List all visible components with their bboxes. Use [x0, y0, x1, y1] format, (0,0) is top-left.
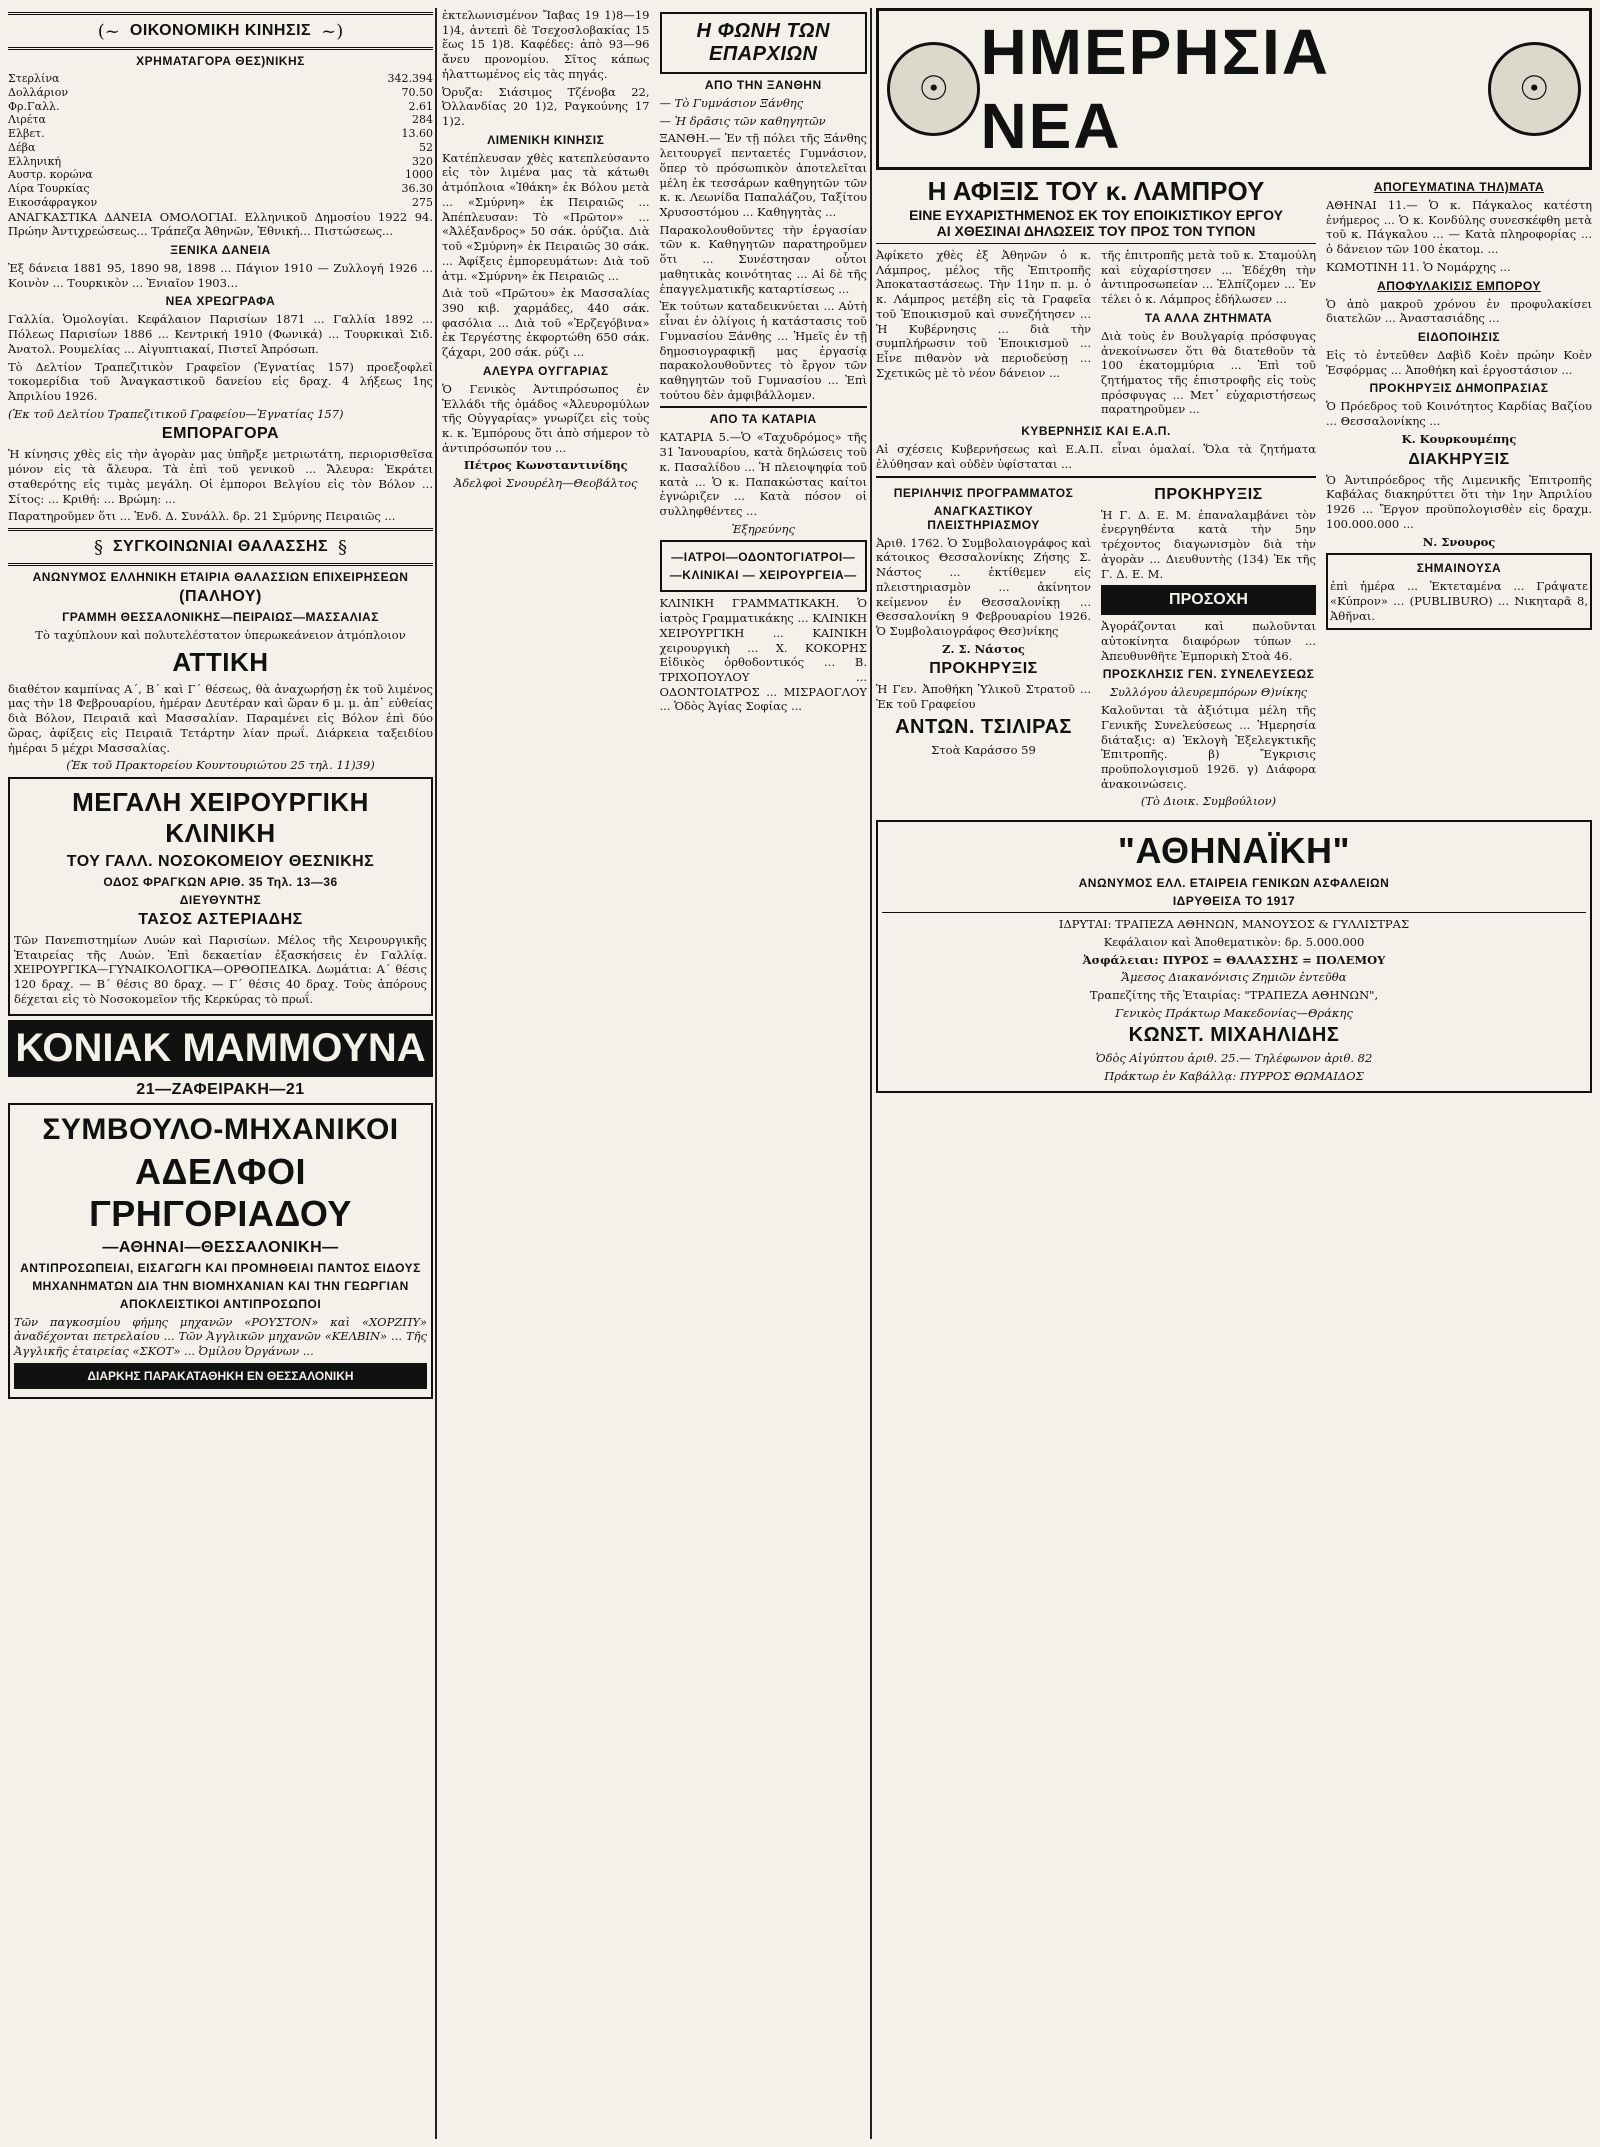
port-title: ΛΙΜΕΝΙΚΗ ΚΙΝΗΣΙΣ: [487, 132, 605, 147]
aktaria-text: ΚΑΤΑΡΙΑ 5.—Ὁ «Ταχυδρόμος» τῆς 31 Ἰανουαρίου, κατὰ δηλώσεις τοῦ κ. Πασαλίδου ... Ἡ πλειοψηφία τοῦ κατὰ ... Ὁ κ. Παπακώστας καίτοι ἐγνώριζεν ... Κατὰ πόσον οἱ συλληφθέντες ...: [659, 430, 867, 518]
insurance-founders-label: ΙΔΡΥΤΑΙ:: [1058, 917, 1112, 932]
market-continued-text: ἐκτελωνισμένον Ἴαβας 19 1)8—19 1)4, ἀντεπὶ δὲ Τσεχοσλοβακίας 15 ἕως 15 1)8. Καφέδες: ἀπὸ 93—96 ἄνευ προνομίου. Σῖτος κάπως ἠλαττωμένος εἰς τὰς πηγάς.: [442, 8, 650, 81]
bank-notice-text: Τὸ Δελτίον Τραπεζιτικὸν Γραφεῖον (Ἐγνατίας 157) προεξοφλεῖ τοκομερίδια τοῦ Ἀναγκαστικοῦ δανείου εἰς δραχ. 4 λήξεως 1ης Ἀπριλίου 1926.: [8, 359, 433, 403]
arrest-text: Ὁ ἀπὸ μακροῦ χρόνου ἐν προφυλακίσει διατελῶν ... Ἀναστασιάδης ...: [1326, 296, 1592, 326]
flour-sign: Πέτρος Κωνσταντινίδης: [463, 458, 628, 473]
attention-text: Ἀγοράζονται καὶ πωλοῦνται αὐτοκίνητα διαφόρων τύπων ... Ἀπευθυνθῆτε Ἐμπορικὴ Στοὰ 46.: [1101, 619, 1316, 663]
rate-row: [8, 86, 433, 100]
sign-notice: [1326, 553, 1592, 630]
divider: [660, 406, 868, 408]
foreign-loans-text: Ἐξ δάνεια 1881 95, 1890 98, 1898 ... Πάγιον 1910 — Ζυλλογή 1926 ... Κοινὸν ... Τουρκικὸν ... Ἑνιαῖον 1903...: [8, 260, 433, 290]
sea-ship-name: ΑΤΤΙΚΗ: [172, 646, 269, 677]
clinic-addr: ΟΔΟΣ ΦΡΑΓΚΩΝ ΑΡΙΘ. 35 Τηλ. 13—36: [103, 875, 338, 890]
afternoon-text: ΑΘΗΝΑΙ 11.— Ὁ κ. Πάγκαλος κατέστη ἐνήμερος ... Ὁ κ. Κονδύλης συνεσκέφθη μετὰ τοῦ κ. Πάγκαλου ... — Κατὰ πληροφορίας ... ὁ δάνειον τῶν 100 ἑκατομ. ...: [1326, 198, 1592, 257]
lambrou-sub-2: ΑΙ ΧΘΕΣΙΝΑΙ ΔΗΛΩΣΕΙΣ ΤΟΥ ΠΡΟΣ ΤΟΝ ΤΥΠΟΝ: [936, 223, 1256, 239]
bonds-text: ΑΝΑΓΚΑΣΤΙΚΑ ΔΑΝΕΙΑ ΟΜΟΛΟΓΙΑΙ. Ελληνικοῦ Δημοσίου 1922 94. Πρώην Ἀντιχρεώσεως... Τράπεζα Ἀθηνῶν, Ἐθνική... Πιστώσεως...: [8, 209, 433, 239]
program-block: [876, 482, 1091, 813]
decl-text: Ὁ Ἀντιπρόεδρος τῆς Λιμενικῆς Ἐπιτροπῆς Καβάλας διακηρύττει ὅτι τὴν 1ην Ἀπριλίου 1926 ... Ἔργον προϋπολογισθὲν εἰς δραχμ. 100.000.000 ...: [1326, 472, 1592, 531]
engineers-cities: —ΑΘΗΝΑΙ—ΘΕΣΣΑΛΟΝΙΚΗ—: [102, 1238, 339, 1256]
emporagora-text-2: Παρατηροῦμεν ὅτι ... Ἐνδ. Δ. Συνάλλ. δρ. 21 Σμύρνης Πειραιῶς ...: [8, 509, 396, 524]
army-notice-title: ΠΡΟΚΗΡΥΞΙΣ: [929, 660, 1038, 678]
column-daily-news: [876, 8, 1592, 2139]
cognac-ad: [8, 1020, 433, 1077]
rate-name: Εικοσάφραγκον: [8, 195, 98, 209]
divider: [876, 243, 1316, 244]
divider: [876, 476, 1316, 478]
column-provinces: [442, 8, 867, 2139]
tsiliras-addr: Στοὰ Καράσσο 59: [931, 742, 1036, 757]
engineers-ad: [8, 1103, 433, 1399]
ornament-icon: §: [338, 536, 348, 558]
sea-title: ΣΥΓΚΟΙΝΩΝΙΑΙ ΘΑΛΑΣΣΗΣ: [112, 538, 329, 555]
sea-text: διαθέτον καμπίνας Α΄, Β΄ καὶ Γ΄ θέσεως, θὰ ἀναχωρήσῃ ἐκ τοῦ λιμένος μας τὴν 18 Φεβρουαρίου, ἡμέραν Δευτέραν καὶ ὥραν 6 μ. μ. ἀπ᾽ εὐθείας διὰ Βόλον, Πειραιᾶ καὶ Μασσαλίαν. Παραμένει εἰς Βόλον ἐπὶ δύο ὥρας, ἀφίξεις εἰς Πειραιᾶ Τετάρτην λίαν πρωΐ. Διάρκεια ταξειδίου ἡμέραι 5 μέχρι Μασσαλίας.: [8, 681, 433, 755]
assembly-title: ΠΡΟΣΚΛΗΣΙΣ ΓΕΝ. ΣΥΝΕΛΕΥΣΕΩΣ: [1102, 667, 1315, 682]
cognac-title: ΚΟΝΙΑΚ ΜΑΜΜΟΥΝΑ: [15, 1025, 426, 1070]
clinic-text: Τῶν Πανεπιστημίων Λυών καὶ Παρισίων. Μέλος τῆς Χειρουργικῆς Ἑταιρείας τῆς Λυών. Ἐπὶ δεκαετίαν ἐξασκήσεις ἐν Γαλλίᾳ. ΧΕΙΡΟΥΡΓΙΚΑ—ΓΥΝΑΙΚΟΛΟΓΙΚΑ—ΟΡΘΟΠΕΔΙΚΑ. Δωμάτια: Α΄ θέσις 120 δραχ. — Β΄ θέσις 80 δραχ. — Γ΄ θέσις 40 δραχ. Τοὺς ἀπόρους δέχεται εἰς τὸ Νοσοκομεῖον τῆς Κερκύρας τὸ πρωΐ.: [14, 933, 427, 1006]
insurance-kavala: Πράκτωρ ἐν Καβάλλᾳ: ΠΥΡΡΟΣ ΘΩΜΑΙΔΟΣ: [1104, 1069, 1364, 1084]
xanthi-sub-1: — Τὸ Γυμνάσιον Ξάνθης: [659, 96, 804, 110]
rate-value: 13.60: [401, 127, 433, 140]
assembly-text: Καλοῦνται τὰ ἀξιότιμα μέλη τῆς Γενικῆς Συνελεύσεως ... Ἡμερησία διάταξις: α) Ἐκλογὴ Ἐξελεγκτικῆς Ἐπιτροπῆς. β) Ἔγκρισις προϋπολογισμοῦ 1926. γ) Διάφορα ἀνακοινώσεις.: [1101, 703, 1316, 791]
decl-title: ΔΙΑΚΗΡΥΞΙΣ: [1408, 450, 1510, 468]
lambrou-left: [876, 248, 1091, 420]
flour-title: ΑΛΕΥΡΑ ΟΥΓΓΑΡΙΑΣ: [482, 363, 609, 378]
medal-left-icon: ☉: [887, 42, 980, 136]
insurance-addr: Ὁδὸς Αἰγύπτου ἀριθ. 25.— Τηλέφωνον ἀριθ. 82: [1095, 1051, 1373, 1066]
xanthi-text-3: Ἐκ τούτων καταδεικνύεται ... Αὐτὴ εἶναι ἐν ὀλίγοις ἡ κατάστασις τοῦ Γυμνασίου Ξάνθης ... Ἡμεῖς ἐν τῇ δημοσιογραφικῇ μας ἐργασίᾳ παρακολουθοῦντες τὸ ἔργον τῶν καθηγητῶν τοῦ Γυμνασίου ... Ἐπὶ τούτου δὲν ἀμφιβάλλομεν.: [659, 299, 867, 402]
news-right: [1326, 176, 1592, 812]
rate-row: [8, 72, 433, 86]
lambrou-text-2: τῆς ἐπιτροπῆς μετὰ τοῦ κ. Σταμούλη καὶ εὐχαρίστησεν ... Ἐδέχθη τὴν ἀντιπροσωπείαν ... Ἐλπίζομεν ... Ἐν τέλει ὁ κ. Λάμπρος ἐδήλωσεν ...: [1101, 248, 1316, 307]
ornament-icon: ~): [321, 20, 344, 42]
sign-notice-title: ΣΗΜΑΙΝΟΥΣΑ: [1416, 561, 1502, 576]
engineers-line-3: ΑΠΟΚΛΕΙΣΤΙΚΟΙ ΑΝΤΙΠΡΟΣΩΠΟΙ: [119, 1296, 322, 1311]
program-sub: ΑΝΑΓΚΑΣΤΙΚΟΥ ΠΛΕΙΣΤΗΡΙΑΣΜΟΥ: [927, 503, 1040, 532]
divider: [882, 912, 1586, 913]
sea-ship-intro: Τὸ ταχύπλουν καὶ πολυτελέστατον ὑπερωκεάνειον ἀτμόπλοιον: [35, 628, 406, 642]
engineers-title-2: ΑΔΕΛΦΟΙ ΓΡΗΓΟΡΙΑΔΟΥ: [89, 1150, 352, 1234]
lambrou-sub-1: ΕΙΝΕ ΕΥΧΑΡΙΣΤΗΜΕΝΟΣ ΕΚ ΤΟΥ ΕΠΟΙΚΙΣΤΙΚΟΥ ΕΡΓΟΥ: [909, 207, 1283, 223]
rate-row: [8, 113, 433, 127]
insurance-ad: [876, 820, 1592, 1093]
lambrou-right: [1101, 248, 1316, 420]
sign-notice-text: ἐπὶ ἡμέρα ... Ἐκτεταμένα ... Γράψατε «Κύπρον» ... (PUBLIBURO) ... Νικηταρᾶ 8, Ἀθῆναι.: [1330, 579, 1588, 623]
rate-name: Δέβα: [8, 140, 36, 154]
port-text: Κατέπλευσαν χθὲς κατεπλεύσαντο εἰς τὸν λιμένα μας τὰ κάτωθι ἀτμόπλοια «Ἰθάκη» ἐκ Βόλου μετὰ ... «Σμύρνη» ἐκ Πειραιῶς ... Ἀπέπλευσαν: Τὸ «Πρῶτον» ... «Ἀλέξανδρος» 50 σάκ. ὀρύζια. Διὰ τοῦ «Σμύρνη» ἐκ Πειραιῶς 30 σάκ. ... Ἀφίξεις ἐμπορευμάτων: Διὰ τοῦ ἀτμ. «Σμύρνη» ἐκ Πειραιῶς ...: [442, 150, 650, 283]
arrest-title: ΑΠΟΦΥΛΑΚΙΣΙΣ ΕΜΠΟΡΟΥ: [1377, 278, 1541, 293]
column-rule: [870, 8, 872, 2139]
bank-notice-source: (Ἐκ τοῦ Δελτίου Τραπεζιτικοῦ Γραφείου—Ἐγνατίας 157): [8, 406, 344, 421]
xanthi-sub-2: — Ἡ δρᾶσις τῶν καθηγητῶν: [659, 113, 826, 128]
ornament-icon: §: [93, 536, 103, 558]
news-left: [876, 176, 1316, 812]
program-title: ΠΕΡΙΛΗΨΙΣ ΠΡΟΓΡΑΜΜΑΤΟΣ: [893, 485, 1074, 500]
rate-name: Ελληνική: [8, 154, 62, 168]
decl-sign: Ν. Σνουρος: [1422, 534, 1496, 549]
column-economy: [8, 8, 433, 2139]
rate-value: 70.50: [401, 85, 433, 99]
provinces-split: [442, 8, 867, 717]
clinic-ad: [8, 777, 433, 1016]
auction-title: ΠΡΟΚΗΡΥΞΙΣ ΔΗΜΟΠΡΑΣΙΑΣ: [1369, 381, 1549, 396]
auction-text: Ὁ Πρόεδρος τοῦ Κοινότητος Καρδίας Βαζίου ... Θεσσαλονίκης ...: [1326, 399, 1592, 429]
engineers-line-2: ΜΗΧΑΝΗΜΑΤΩΝ ΔΙΑ ΤΗΝ ΒΙΟΜΗΧΑΝΙΑΝ ΚΑΙ ΤΗΝ ΓΕΩΡΓΙΑΝ: [32, 1278, 409, 1293]
rate-row: [8, 182, 433, 196]
medical-text: ΚΛΙΝΙΚΗ ΓΡΑΜΜΑΤΙΚΑΚΗ. Ὁ ἰατρὸς Γραμματικάκης ... ΚΛΙΝΙΚΗ ΧΕΙΡΟΥΡΓΙΚΗ ... ΚΑΙΝΙΚΗ χειρουργικὴ ... Χ. ΚΟΚΟΡΗΣ Εἰδικὸς ὀρθοδοντικός ... Β. ΤΡΙΧΟΠΟΥΛΟΥ ... ΟΔΟΝΤΟΙΑΤΡΟΣ ... ΜΙΣΡΑΟΓΛΟΥ ... Ὁδὸς Ἁγίας Σοφίας ...: [659, 596, 867, 714]
new-securities-title: ΝΕΑ ΧΡΕΩΓΡΑΦΑ: [165, 294, 276, 309]
insurance-types-2: Ἄμεσος Διακανόνισις Ζημιῶν ἐντεῦθα: [1121, 970, 1347, 985]
sea-company-sub: (ΠΑΛΗΟΥ): [179, 588, 262, 605]
emporagora-text: Ἡ κίνησις χθὲς εἰς τὴν ἀγορὰν μας ὑπῆρξε μετριωτάτη, περιορισθεῖσα μόνον εἰς τὰ ἄλευρα. Τὰ ἐπὶ τοῦ γενικοῦ ... Ἄλευρα: Ἐκράτει σταθερότης εἰς τιμὰς μεγάλη. Οἱ ἐμποροι Βελγίου εἰς τὸν Βόλον ... Σίτος: ... Κριθή: ... Βρώμη: ...: [8, 447, 433, 506]
insurance-title: "ΑΘΗΝΑΪΚΗ": [1117, 830, 1351, 872]
rate-name: Στερλίνα: [8, 72, 60, 85]
cognac-sub: 21—ΖΑΦΕΙΡΑΚΗ—21: [136, 1080, 305, 1098]
other-text: Διὰ τοὺς ἐν Βουλγαρίᾳ πρόσφυγας ἀνεκοίνωσεν ὅτι θὰ διατεθοῦν τὰ 100 ἑκατομμύρια ... Ἐπὶ τοῦ ζητήματος τῆς ἐπιστροφῆς εἰς τοὺς πρόσφυγας ... Μετ᾽ εὐχαριστήσεως παρατηροῦμεν ...: [1101, 328, 1316, 417]
voice-header: [660, 12, 868, 74]
medical-sub: —ΚΛΙΝΙΚΑΙ — ΧΕΙΡΟΥΡΓΕΙΑ—: [669, 568, 857, 583]
lambrou-headline: Η ΑΦΙΞΙΣ ΤΟΥ κ. ΛΑΜΠΡΟΥ: [927, 176, 1265, 206]
foreign-loans-title: ΞΕΝΙΚΑ ΔΑΝΕΙΑ: [170, 242, 271, 257]
other-title: ΤΑ ΑΛΛΑ ΖΗΤΗΜΑΤΑ: [1144, 310, 1273, 325]
rate-row: [8, 196, 433, 210]
insurance-types: Ἀσφάλειαι: ΠΥΡΟΣ = ΘΑΛΑΣΣΗΣ = ΠΟΛΕΜΟΥ: [1082, 952, 1386, 967]
assembly-sub: Συλλόγου ἀλευρεμπόρων Θ)νίκης: [1109, 685, 1308, 700]
lambrou-split: [876, 248, 1316, 420]
auction-sign: Κ. Κουρκουμέπης: [1401, 431, 1517, 446]
ornament-icon: (~: [97, 20, 120, 42]
gov-title: ΚΥΒΕΡΝΗΣΙΣ ΚΑΙ Ε.Α.Π.: [1021, 424, 1171, 439]
rate-value: 2.61: [408, 99, 433, 113]
gdem-notice-title: ΠΡΟΚΗΡΥΞΙΣ: [1154, 485, 1263, 503]
rate-name: Ελβετ.: [8, 127, 45, 140]
provinces-right: [660, 8, 868, 717]
rate-name: Δολλάριον: [8, 85, 69, 99]
flour-text: Ὁ Γενικὸς Ἀντιπρόσωπος ἐν Ἑλλάδι τῆς ὁμάδος «Ἀλευρομύλων τῆς Οὐγγαρίας» γνωρίζει εἰς τοὺς κ. κ. Ἐμπόρους ὅτι ἀπὸ σήμερον τὸ ἀντιπρόσωπόν του ...: [442, 381, 650, 455]
clinic-sub: ΤΟΥ ΓΑΛΛ. ΝΟΣΟΚΟΜΕΙΟΥ ΘΕΣΝΙΚΗΣ: [66, 853, 375, 871]
insurance-year: ΙΔΡΥΘΕΙΣΑ ΤΟ 1917: [1172, 894, 1296, 909]
rates-table: [8, 72, 433, 210]
lower-split: [876, 482, 1316, 813]
tsiliras-name: ΑΝΤΩΝ. ΤΣΙΛΙΡΑΣ: [895, 715, 1072, 738]
rate-value: 275: [412, 195, 433, 209]
lambrou-text: Ἀφίκετο χθὲς ἐξ Ἀθηνῶν ὁ κ. Λάμπρος, μέλος τῆς Ἐπιτροπῆς Ἀποκαταστάσεως. Τὴν 11ην π. μ. ὁ κ. Λάμπρος μετέβη εἰς τὰ Γραφεῖα τοῦ Ἐποικισμοῦ καὶ συνεζήτησεν ... Ἡ Κυβέρνησις ... διὰ τὴν συμπλήρωσιν τοῦ Ἐποικισμοῦ ... Εἶνε πιθανὸν νὰ περιοδεύσῃ ... Σχετικῶς μὲ τὸ νέον δάνειον ...: [876, 248, 1091, 380]
rate-value: 320: [412, 154, 433, 168]
rate-row: [8, 141, 433, 155]
rate-row: [8, 127, 433, 141]
clinic-director: ΤΑΣΟΣ ΑΣΤΕΡΙΑΔΗΣ: [138, 911, 303, 929]
rate-name: Αυστρ. κορώνα: [8, 168, 93, 182]
clinic-title: ΜΕΓΑΛΗ ΧΕΙΡΟΥΡΓΙΚΗ ΚΛΙΝΙΚΗ: [72, 787, 369, 849]
aktaria-title: ΑΠΟ ΤΑ ΚΑΤΑΡΙΑ: [709, 412, 817, 427]
rate-value: 284: [412, 113, 433, 127]
economy-title: ΟΙΚΟΝΟΜΙΚΗ ΚΙΝΗΣΙΣ: [129, 22, 312, 39]
info-text: Εἰς τὸ ἐντεῦθεν Δαβὶδ Κοὲν πρώην Κοὲν Ἐσφόρμας ... Ἀποθήκη καὶ ἐργοστάσιον ...: [1326, 348, 1592, 377]
new-securities-text: Γαλλία. Ὁμολογίαι. Κεφάλαιον Παρισίων 1871 ... Γαλλία 1892 ... Πόλεως Παρισίων 1886 ... Κεντρική 1910 (Φωνικά) ... Τουρκικαὶ Σιδ. Ἀνατολ. Ρουμελίας ... Αἰγυπτιακαί, Πιστεῖ Ἀπρόσωπ.: [8, 312, 433, 356]
rate-row: [8, 100, 433, 114]
aktaria-sign: Ἐξηρεύνης: [731, 521, 795, 536]
provinces-left: [442, 8, 650, 717]
rate-name: Λίρα Τουρκίας: [8, 182, 90, 195]
masthead: [876, 8, 1592, 170]
notices-block: [1101, 482, 1316, 813]
rate-value: 1000: [405, 168, 433, 182]
medical-title: —ΙΑΤΡΟΙ—ΟΔΟΝΤΟΓΙΑΤΡΟΙ—: [671, 550, 856, 565]
economy-header: [8, 12, 433, 50]
rate-row: [8, 168, 433, 182]
masthead-title: ΗΜΕΡΗΣΙΑ ΝΕΑ: [980, 16, 1330, 162]
sea-company: ΑΝΩΝΥΜΟΣ ΕΛΛΗΝΙΚΗ ΕΤΑΙΡΙΑ ΘΑΛΑΣΣΙΩΝ ΕΠΙΧΕΙΡΗΣΕΩΝ: [32, 570, 409, 584]
xanthi-text-1: ΞΑΝΘΗ.— Ἐν τῇ πόλει τῆς Ξάνθης λειτουργεῖ πενταετές Γυμνάσιον, ὅπερ τὸ πρόσωπικὸν ἀποτελεῖται μέλη ἐκ τεσσάρων καθηγητῶν τῶν κ. κ. Λεωνίδα Παπαλάζου, Ταξίτου Χρυσοστόμου ... Καθηγητὰς ...: [659, 131, 867, 220]
afternoon-title: ΑΠΟΓΕΥΜΑΤΙΝΑ ΤΗΛ)ΜΑΤΑ: [1373, 180, 1545, 194]
engineers-text: Τῶν παγκοσμίου φήμης μηχανῶν «ΡΟΥΣΤΟΝ» καὶ «ΧΟΡΖΠΥ» ἀναδέχονται πετρελαίου ... Τῶν Ἀγγλικῶν μηχανῶν «ΚΕΛΒΙΝ» ... Τῆς Ἀγγλικῆς ἑταιρείας «ΣΚΟΤ» ... Ὀμίλου Ὀργάνων ...: [14, 1314, 427, 1359]
engineers-line-1: ΑΝΤΙΠΡΟΣΩΠΕΙΑΙ, ΕΙΣΑΓΩΓΗ ΚΑΙ ΠΡΟΜΗΘΕΙΑΙ ΠΑΝΤΟΣ ΕΙΔΟΥΣ: [20, 1260, 421, 1275]
program-sign: Ζ. Σ. Νάστος: [942, 641, 1025, 656]
attention-title: ΠΡΟΣΟΧΗ: [1101, 585, 1316, 615]
insurance-agent-intro: Γενικὸς Πράκτωρ Μακεδονίας—Θράκης: [1115, 1005, 1353, 1020]
army-notice-text: Ἡ Γεν. Ἀποθήκη Ὑλικοῦ Στρατοῦ ... Ἐκ τοῦ Γραφείου: [876, 682, 1091, 712]
engineers-title-1: ΣΥΜΒΟΥΛΟ-ΜΗΧΑΝΙΚΟΙ: [42, 1112, 399, 1146]
assembly-sign: (Τὸ Διοικ. Συμβούλιον): [1140, 794, 1277, 809]
program-text: Ἀριθ. 1762. Ὁ Συμβολαιογράφος καὶ κάτοικος Θεσσαλονίκης Ζήσης Σ. Νάστος ... ἐκτίθεμεν εἰς πλειστηριασμὸν ... ἀκίνητον κείμενον ἐν Θεσσαλονίκῃ ... Θεσσαλονίκη 9 Φεβρουαρίου 1926. Ὁ Συμβολαιογράφος Θεσ)νίκης: [876, 535, 1091, 638]
sea-line: ΓΡΑΜΜΗ ΘΕΣΣΑΛΟΝΙΚΗΣ—ΠΕΙΡΑΙΩΣ—ΜΑΣΣΑΛΙΑΣ: [62, 610, 379, 624]
market-title: ΧΡΗΜΑΤΑΓΟΡΑ ΘΕΣ)ΝΙΚΗΣ: [136, 54, 305, 68]
xanthi-text-2: Παρακολουθοῦντες τὴν ἐργασίαν τῶν κ. Καθηγητῶν παρατηροῦμεν ὅτι ... Συνέστησαν οὗτοι μαθητικὰς κοινότητας ... Αἱ δὲ τῆς ἐπαγγελματικῆς καταρτίσεως ...: [659, 222, 867, 296]
xanthi-title: ΑΠΟ ΤΗΝ ΞΑΝΘΗΝ: [704, 78, 822, 92]
port-text-2: Διὰ τοῦ «Πρῶτου» ἐκ Μασσαλίας 390 κιβ. χαρμάδες, 440 σάκ. φασόλια ... Διὰ τοῦ «Ἐρζεγόβινα» ἐκ Τεργέστης ἐκφορτώθη 650 σάκ. ζάχαρι, 200 σάκ. ρύζι ...: [442, 286, 650, 360]
insurance-founders-names: ΤΡΑΠΕΖΑ ΑΘΗΝΩΝ, ΜΑΝΟΥΣΟΣ & ΓΥΛΛΙΣΤΡΑΣ: [1115, 917, 1410, 932]
rate-value: 36.30: [401, 182, 433, 195]
column-rule: [435, 8, 437, 2139]
flour-sign-2: Ἀδελφοὶ Σνουρέλη—Θεοβάλτος: [454, 476, 638, 491]
insurance-capital: Κεφάλαιον καὶ Ἀποθεματικὸν: δρ. 5.000.000: [1103, 934, 1365, 949]
news-columns: [876, 176, 1592, 812]
emporagora-title: ΕΜΠΟΡΑΓΟΡΑ: [161, 425, 280, 443]
insurance-agent: ΚΩΝΣΤ. ΜΙΧΑΗΛΙΔΗΣ: [1128, 1024, 1340, 1047]
rice-text: Ὀρυζα: Σιάσιμος Τζένοβα 22, Ὀλλανδίας 20 1)2, Ραγκούνης 17 1)2.: [442, 84, 650, 129]
insurance-bank: Τραπεζίτης τῆς Ἑταιρίας: "ΤΡΑΠΕΖΑ ΑΘΗΝΩΝ",: [1089, 988, 1379, 1002]
sea-agent: (Ἐκ τοῦ Πρακτορείου Κουντουριώτου 25 τηλ. 11)39): [66, 758, 375, 773]
komotini-text: ΚΩΜΟΤΙΝΗ 11. Ὁ Νομάρχης ...: [1326, 259, 1511, 274]
gdem-notice-text: Ἡ Γ. Δ. Ε. Μ. ἐπαναλαμβάνει τὸν ἐνεργηθέντα κατὰ τὴν 5ην τρέχοντος διαγωνισμὸν διὰ τὴν ἀγορὰν ... Διευθυντὴς (134) Ἐκ τῆς Γ. Δ. Ε. Μ.: [1101, 507, 1316, 581]
insurance-sub: ΑΝΩΝΥΜΟΣ ΕΛΛ. ΕΤΑΙΡΕΙΑ ΓΕΝΙΚΩΝ ΑΣΦΑΛΕΙΩΝ: [1078, 876, 1390, 891]
rate-name: Φρ.Γαλλ.: [8, 99, 60, 113]
medical-header: [660, 540, 868, 592]
clinic-director-label: ΔΙΕΥΘΥΝΤΗΣ: [179, 893, 262, 908]
medal-right-icon: ☉: [1488, 42, 1581, 136]
voice-title: Η ΦΩΝΗ ΤΩΝ ΕΠΑΡΧΙΩΝ: [696, 20, 830, 65]
engineers-footer: ΔΙΑΡΚΗΣ ΠΑΡΑΚΑΤΑΘΗΚΗ ΕΝ ΘΕΣΣΑΛΟΝΙΚΗ: [14, 1363, 427, 1389]
rate-value: 342.394: [387, 72, 433, 85]
rate-value: 52: [419, 140, 433, 154]
sea-header: [8, 528, 433, 566]
insurance-founders: [882, 917, 1586, 932]
info-title: ΕΙΔΟΠΟΙΗΣΙΣ: [1417, 330, 1501, 345]
rate-row: [8, 155, 433, 169]
rate-name: Λιρέτα: [8, 113, 46, 127]
gov-text: Αἱ σχέσεις Κυβερνήσεως καὶ Ε.Α.Π. εἶναι ὁμαλαί. Ὅλα τὰ ζητήματα ἐλύθησαν καὶ οὐδὲν ὑφίσταται ...: [876, 442, 1316, 471]
